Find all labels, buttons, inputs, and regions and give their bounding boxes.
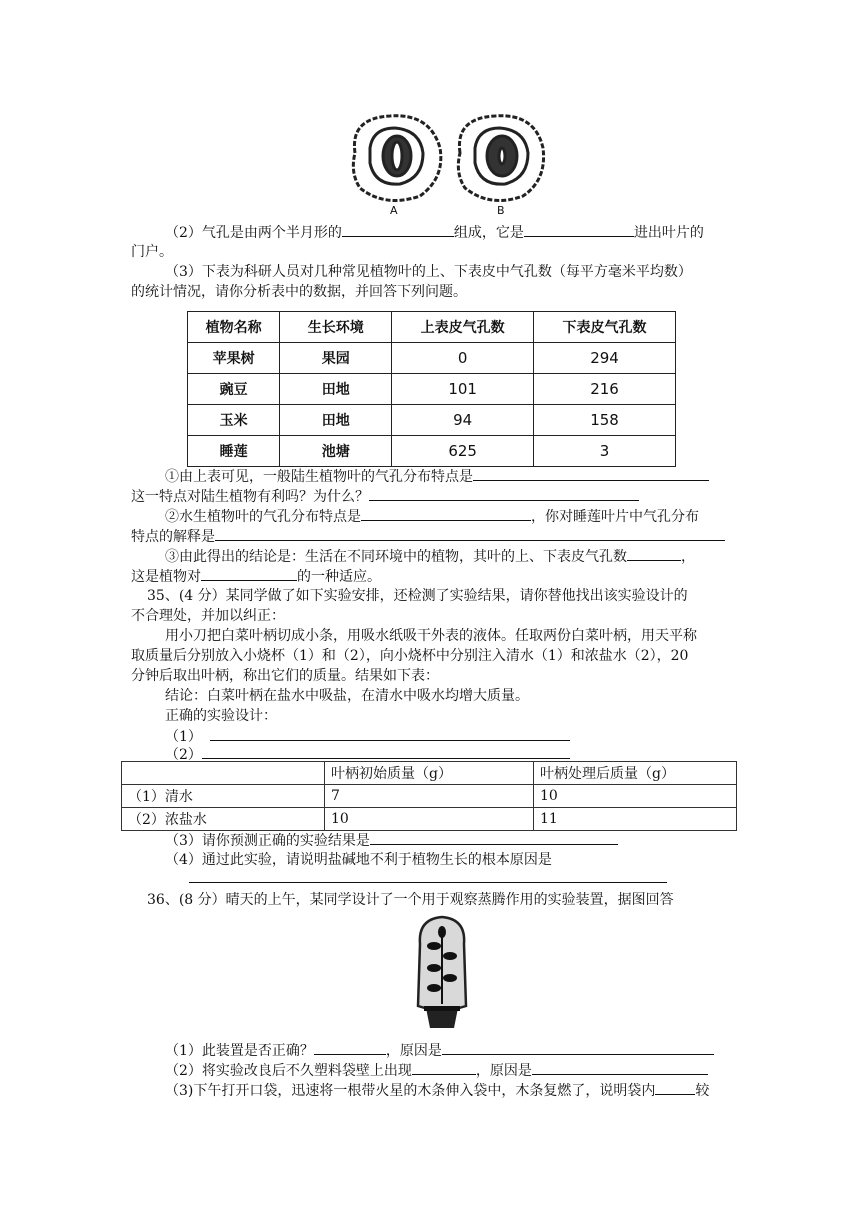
table-cell: 101 [392, 374, 534, 405]
q2-text-a: （2）气孔是由两个半月形的 [165, 225, 342, 241]
header-cell: 生长环境 [280, 312, 392, 343]
stoma-b-drawing [458, 116, 543, 201]
stomata-figure [345, 108, 555, 220]
header-cell: 叶柄处理后质量（g） [534, 762, 737, 785]
stoma-a-drawing [353, 116, 441, 201]
q3-sub1b-line [131, 486, 639, 507]
table-row [188, 343, 676, 374]
q36-sub1-blank-1[interactable] [314, 1040, 386, 1055]
figure-label-b: B [497, 204, 505, 217]
table-row [188, 436, 676, 467]
q35-line4: 取质量后分别放入小烧杯（1）和（2），向小烧杯中分别注入清水（1）和浓盐水（2），20 [131, 648, 689, 664]
q35-sub3-blank[interactable] [370, 830, 618, 845]
q35-sub3-text: （3）请你预测正确的实验结果是 [165, 833, 370, 849]
table-cell: 睡莲 [188, 436, 280, 467]
table-cell: 田地 [280, 405, 392, 436]
q3-sub3-text-b: ， [681, 549, 695, 565]
q36-sub2-text-b: ，原因是 [475, 1063, 532, 1079]
q3-sub1-text: ①由上表可见，一般陆生植物叶的气孔分布特点是 [165, 469, 473, 485]
q3-sub2c-blank[interactable] [215, 526, 725, 541]
celery-table-header [122, 762, 737, 785]
celery-table [121, 761, 737, 831]
q3-sub2-line [165, 506, 699, 527]
q3-sub3-blank-2[interactable] [201, 566, 297, 581]
q2-text-c: 进出叶片的 [633, 225, 704, 241]
header-cell: 上表皮气孔数 [392, 312, 534, 343]
header-cell: 叶柄初始质量（g） [325, 762, 534, 785]
q3-sub2c-text: 特点的解释是 [131, 529, 215, 545]
table-cell: 豌豆 [188, 374, 280, 405]
q35-item2-blank[interactable] [202, 744, 570, 759]
q35-item1-blank[interactable] [210, 726, 570, 741]
q3-sub2-text-a: ②水生植物叶的气孔分布特点是 [165, 509, 361, 525]
q3-sub1b-text: 这一特点对陆生植物有利吗？为什么？ [131, 489, 369, 505]
table-cell: （2）浓盐水 [122, 808, 325, 831]
q36-sub2-line [165, 1060, 708, 1081]
table-row [188, 374, 676, 405]
figure-label-a: A [390, 204, 398, 217]
q36-sub3-line [165, 1080, 709, 1101]
table-cell: 3 [534, 436, 676, 467]
q3-sub3d-text: 的一种适应。 [297, 569, 381, 585]
table-cell: 94 [392, 405, 534, 436]
q3-sub3-blank-1[interactable] [627, 546, 681, 561]
table-row [122, 808, 737, 831]
q3-sub3c-text: 这是植物对 [131, 569, 201, 585]
q3-sub1b-blank[interactable] [369, 486, 639, 501]
q35-line1: 35、(4 分）某同学做了如下实验安排，还检测了实验结果，请你替他找出该实验设计的 [147, 588, 688, 604]
table-cell: 625 [392, 436, 534, 467]
q35-sub4-line: （4）通过此实验，请说明盐碱地不利于植物生长的根本原因是 [165, 852, 552, 868]
q3-sub1-line [165, 466, 709, 487]
transpiration-apparatus-figure [410, 914, 474, 1034]
header-cell: 下表皮气孔数 [534, 312, 676, 343]
table-cell: 294 [534, 343, 676, 374]
q2-blank-1[interactable] [342, 222, 454, 237]
q35-line2: 不合理处，并加以纠正： [131, 608, 285, 624]
q36-sub2-blank-1[interactable] [412, 1060, 476, 1075]
q35-item1-label: （1） [165, 729, 202, 745]
table-cell: 158 [534, 405, 676, 436]
q36-sub3-text-b: 较 [695, 1083, 710, 1099]
table-cell: 0 [392, 343, 534, 374]
q35-line3: 用小刀把白菜叶柄切成小条，用吸水纸吸干外表的液体。任取两份白菜叶柄，用天平称 [165, 628, 697, 644]
q35-sub4-blank[interactable] [189, 868, 667, 883]
table-cell: 池塘 [280, 436, 392, 467]
q36-sub3-blank[interactable] [655, 1080, 695, 1095]
q35-sub3-line [165, 830, 618, 851]
table-cell: （1）清水 [122, 785, 325, 808]
q3-line2: 的统计情况，请你分析表中的数据，并回答下列问题。 [131, 284, 467, 300]
q36-sub1-text-b: ，原因是 [385, 1043, 442, 1059]
table-cell: 10 [534, 785, 737, 808]
table-cell: 苹果树 [188, 343, 280, 374]
table-cell: 果园 [280, 343, 392, 374]
q2-text-d: 门户。 [131, 244, 173, 260]
q36-sub2-blank-2[interactable] [532, 1060, 708, 1075]
q36-sub3-text: （3)下午打开口袋，迅速将一根带火星的木条伸入袋中，木条复燃了，说明袋内 [165, 1083, 656, 1099]
table-row [122, 785, 737, 808]
q3-sub3c-line [131, 566, 381, 587]
q35-item2-label: （2） [165, 747, 202, 763]
q35-line6: 结论：白菜叶柄在盐水中吸盐，在清水中吸水均增大质量。 [165, 688, 529, 704]
q36-sub1-text: （1）此装置是否正确？ [165, 1043, 314, 1059]
q2-line [165, 222, 704, 243]
q3-sub2c-line [131, 526, 725, 547]
q3-line1: （3）下表为科研人员对几种常见植物叶的上、下表皮中气孔数（每平方毫米平均数） [165, 264, 692, 280]
q35-line7: 正确的实验设计： [165, 708, 277, 724]
header-cell: 植物名称 [188, 312, 280, 343]
table-cell: 10 [325, 808, 534, 831]
q35-line5: 分钟后取出叶柄，称出它们的质量。结果如下表： [131, 668, 439, 684]
table-cell: 11 [534, 808, 737, 831]
table-row [188, 405, 676, 436]
q2-blank-2[interactable] [524, 222, 634, 237]
table-cell: 216 [534, 374, 676, 405]
q2-text-b: 组成，它是 [453, 225, 524, 241]
stomata-table-header [188, 312, 676, 343]
q3-sub3-text-a: ③由此得出的结论是：生活在不同环境中的植物，其叶的上、下表皮气孔数 [165, 549, 627, 565]
q36-line1: 36、(8 分）晴天的上午，某同学设计了一个用于观察蒸腾作用的实验装置，据图回答 [147, 892, 674, 908]
header-cell [122, 762, 325, 785]
q3-sub2-blank[interactable] [361, 506, 531, 521]
stomata-table [187, 311, 676, 467]
q3-sub3-line [165, 546, 695, 567]
q36-sub1-blank-2[interactable] [442, 1040, 714, 1055]
table-cell: 田地 [280, 374, 392, 405]
table-cell: 玉米 [188, 405, 280, 436]
q3-sub2-text-b: ，你对睡莲叶片中气孔分布 [531, 509, 699, 525]
q36-sub1-line [165, 1040, 714, 1061]
q36-sub2-text: （2）将实验改良后不久塑料袋壁上出现 [165, 1063, 412, 1079]
q3-sub1-blank[interactable] [473, 466, 709, 481]
table-cell: 7 [325, 785, 534, 808]
